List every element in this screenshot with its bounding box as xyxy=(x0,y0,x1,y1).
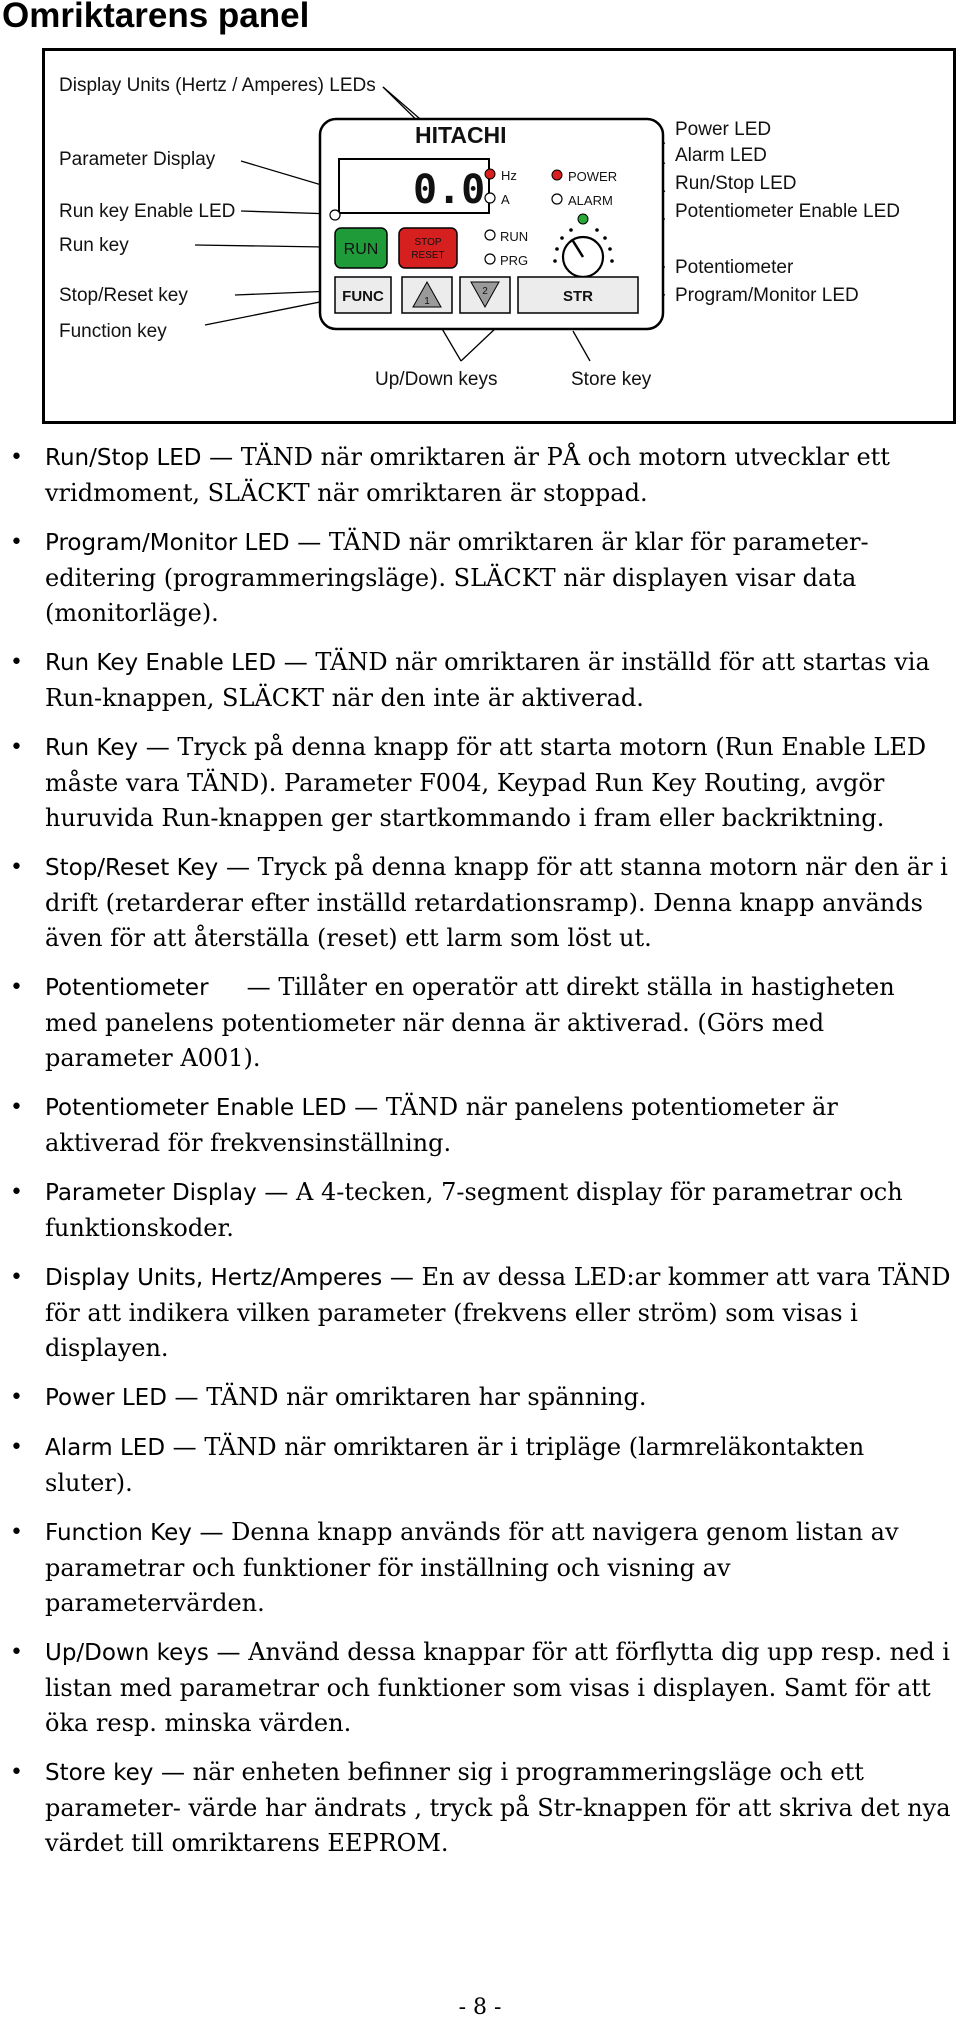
display-value: 0.0 xyxy=(413,167,486,213)
func-button-label: FUNC xyxy=(342,288,384,305)
alarm-led xyxy=(552,194,562,204)
description-item xyxy=(0,850,960,956)
description-item xyxy=(0,525,960,631)
callout-function-key: Function key xyxy=(59,321,167,342)
callout-display-units: Display Units (Hertz / Amperes) LEDs xyxy=(59,75,376,96)
item-text: Tryck på denna knapp för att starta motorn (Run Enable LED måste vara TÄND). Parameter F004, Keypad Run Key Routing, avgör huruvida Run-knappen ger startkommando i fram eller backriktning. xyxy=(45,733,927,832)
item-text: TÄND när omriktaren har spänning. xyxy=(206,1383,647,1411)
power-led xyxy=(552,170,562,180)
power-led-label: POWER xyxy=(568,169,618,184)
bullet-icon: • xyxy=(10,1520,23,1545)
item-term: Power LED xyxy=(45,1385,167,1411)
description-item xyxy=(0,1515,960,1621)
bullet-icon: • xyxy=(10,1180,23,1205)
item-separator: — xyxy=(208,973,279,1001)
item-text: TÄND när omriktaren är PÅ och motorn utvecklar ett vridmoment, SLÄCKT när omriktaren är stoppad. xyxy=(45,443,890,507)
str-button-label: STR xyxy=(563,288,593,305)
callout-stop-reset-key: Stop/Reset key xyxy=(59,285,188,306)
description-item xyxy=(0,1430,960,1501)
potentiometer-enable-led xyxy=(578,214,588,224)
bullet-icon: • xyxy=(10,1435,23,1460)
run-key-enable-led xyxy=(330,210,340,220)
bullet-icon: • xyxy=(10,975,23,1000)
stop-label: STOP xyxy=(414,237,442,248)
callout-run-key: Run key xyxy=(59,235,129,256)
page-title: Omriktarens panel xyxy=(2,0,310,35)
keypad-figure xyxy=(42,48,956,424)
bullet-icon: • xyxy=(10,1385,23,1410)
alarm-led-label: ALARM xyxy=(568,193,613,208)
callout-run-key-enable-led: Run key Enable LED xyxy=(59,201,236,222)
item-term: Stop/Reset Key xyxy=(45,855,219,881)
hz-led xyxy=(485,169,495,179)
item-separator: — xyxy=(138,733,178,761)
item-separator: — xyxy=(289,528,329,556)
description-item xyxy=(0,440,960,511)
item-text: Använd dessa knappar för att förflytta dig upp resp. ned i listan med parametrar och funktioner som visas i displayen. Samt för att öka resp. minska värden. xyxy=(45,1638,950,1737)
callout-potentiometer: Potentiometer xyxy=(675,257,794,278)
bullet-icon: • xyxy=(10,530,23,555)
brand-logo: HITACHI xyxy=(415,122,507,148)
item-term: Program/Monitor LED xyxy=(45,530,290,556)
bullet-icon: • xyxy=(10,1265,23,1290)
keypad-diagram xyxy=(45,51,953,421)
callout-program-monitor-led: Program/Monitor LED xyxy=(675,285,859,306)
bullet-icon: • xyxy=(10,855,23,880)
description-item xyxy=(0,1175,960,1246)
item-separator: — xyxy=(166,1383,207,1411)
callout-alarm-led: Alarm LED xyxy=(675,145,767,166)
down-button-label: 2 xyxy=(482,286,488,297)
item-separator: — xyxy=(346,1093,386,1121)
bullet-icon: • xyxy=(10,445,23,470)
item-separator: — xyxy=(208,1638,249,1666)
reset-label: RESET xyxy=(411,250,445,261)
run-button-label: RUN xyxy=(343,241,379,258)
description-item xyxy=(0,645,960,716)
item-separator: — xyxy=(276,648,316,676)
description-item xyxy=(0,1090,960,1161)
item-term: Up/Down keys xyxy=(45,1640,209,1666)
bullet-icon: • xyxy=(10,1640,23,1665)
description-list xyxy=(0,440,960,1875)
item-text: Tillåter en operatör att direkt ställa in hastigheten med panelens potentiometer när denna är aktiverad. (Görs med parameter A001). xyxy=(45,973,895,1072)
item-text: TÄND när omriktaren är i tripläge (larmreläkontakten sluter). xyxy=(45,1433,865,1497)
bullet-icon: • xyxy=(10,650,23,675)
up-button-label: 1 xyxy=(424,296,430,307)
run-led-label: RUN xyxy=(500,229,529,244)
item-text: Denna knapp används för att navigera genom listan av parametrar och funktioner för inställning och visning av parametervärden. xyxy=(45,1518,899,1617)
description-item xyxy=(0,1260,960,1366)
item-term: Display Units, Hertz/Amperes xyxy=(45,1265,383,1291)
item-separator: — xyxy=(218,853,258,881)
stop-reset-button[interactable] xyxy=(399,228,457,268)
bullet-icon: • xyxy=(10,1760,23,1785)
item-text: Tryck på denna knapp för att stanna motorn när den är i drift (retarderar efter inställd retardationsramp). Denna knapp används även för att återställa (reset) ett larm som löst ut. xyxy=(45,853,948,952)
item-term: Alarm LED xyxy=(45,1435,166,1461)
bullet-icon: • xyxy=(10,1095,23,1120)
item-separator: — xyxy=(191,1518,232,1546)
description-item xyxy=(0,1755,960,1861)
description-item xyxy=(0,1635,960,1741)
item-text: TÄND när omriktaren är klar för parameter- editering (programmeringsläge). SLÄCKT när displayen visar data (monitorläge). xyxy=(45,528,869,627)
item-text: TÄND när panelens potentiometer är aktiverad för frekvensinställning. xyxy=(45,1093,838,1157)
item-term: Store key xyxy=(45,1760,154,1786)
item-term: Potentiometer xyxy=(45,975,209,1001)
item-term: Run/Stop LED xyxy=(45,445,202,471)
item-text: En av dessa LED:ar kommer att vara TÄND för att indikera vilken parameter (frekvens eller ström) som visas i displayen. xyxy=(45,1263,951,1362)
item-text: A 4-tecken, 7-segment display för parametrar och funktionskoder. xyxy=(45,1178,903,1242)
description-item xyxy=(0,730,960,836)
item-term: Potentiometer Enable LED xyxy=(45,1095,347,1121)
description-item xyxy=(0,970,960,1076)
item-separator: — xyxy=(382,1263,422,1291)
item-term: Run Key xyxy=(45,735,139,761)
description-item xyxy=(0,1380,960,1416)
run-led xyxy=(485,230,495,240)
callout-run-stop-led: Run/Stop LED xyxy=(675,173,797,194)
item-separator: — xyxy=(201,443,241,471)
item-term: Run Key Enable LED xyxy=(45,650,277,676)
callout-up-down-keys: Up/Down keys xyxy=(375,369,498,390)
prg-led xyxy=(485,254,495,264)
item-text: TÄND när omriktaren är inställd för att startas via Run-knappen, SLÄCKT när den inte är aktiverad. xyxy=(45,648,930,712)
item-term: Function Key xyxy=(45,1520,192,1546)
prg-led-label: PRG xyxy=(500,253,529,268)
page-number: - 8 - xyxy=(458,1995,502,2020)
item-term: Parameter Display xyxy=(45,1180,257,1206)
amp-label: A xyxy=(501,192,510,207)
callout-store-key: Store key xyxy=(571,369,652,390)
callout-pot-enable-led: Potentiometer Enable LED xyxy=(675,201,900,222)
item-text: när enheten befinner sig i programmeringsläge och ett parameter- värde har ändrats , tryck på Str-knappen för att skriva det nya värdet till omriktarens EEPROM. xyxy=(45,1758,951,1857)
amp-led xyxy=(485,193,495,203)
item-separator: — xyxy=(153,1758,193,1786)
hz-label: Hz xyxy=(501,168,517,183)
item-separator: — xyxy=(256,1178,297,1206)
callout-parameter-display: Parameter Display xyxy=(59,149,216,170)
bullet-icon: • xyxy=(10,735,23,760)
item-separator: — xyxy=(165,1433,205,1461)
callout-power-led: Power LED xyxy=(675,119,772,140)
